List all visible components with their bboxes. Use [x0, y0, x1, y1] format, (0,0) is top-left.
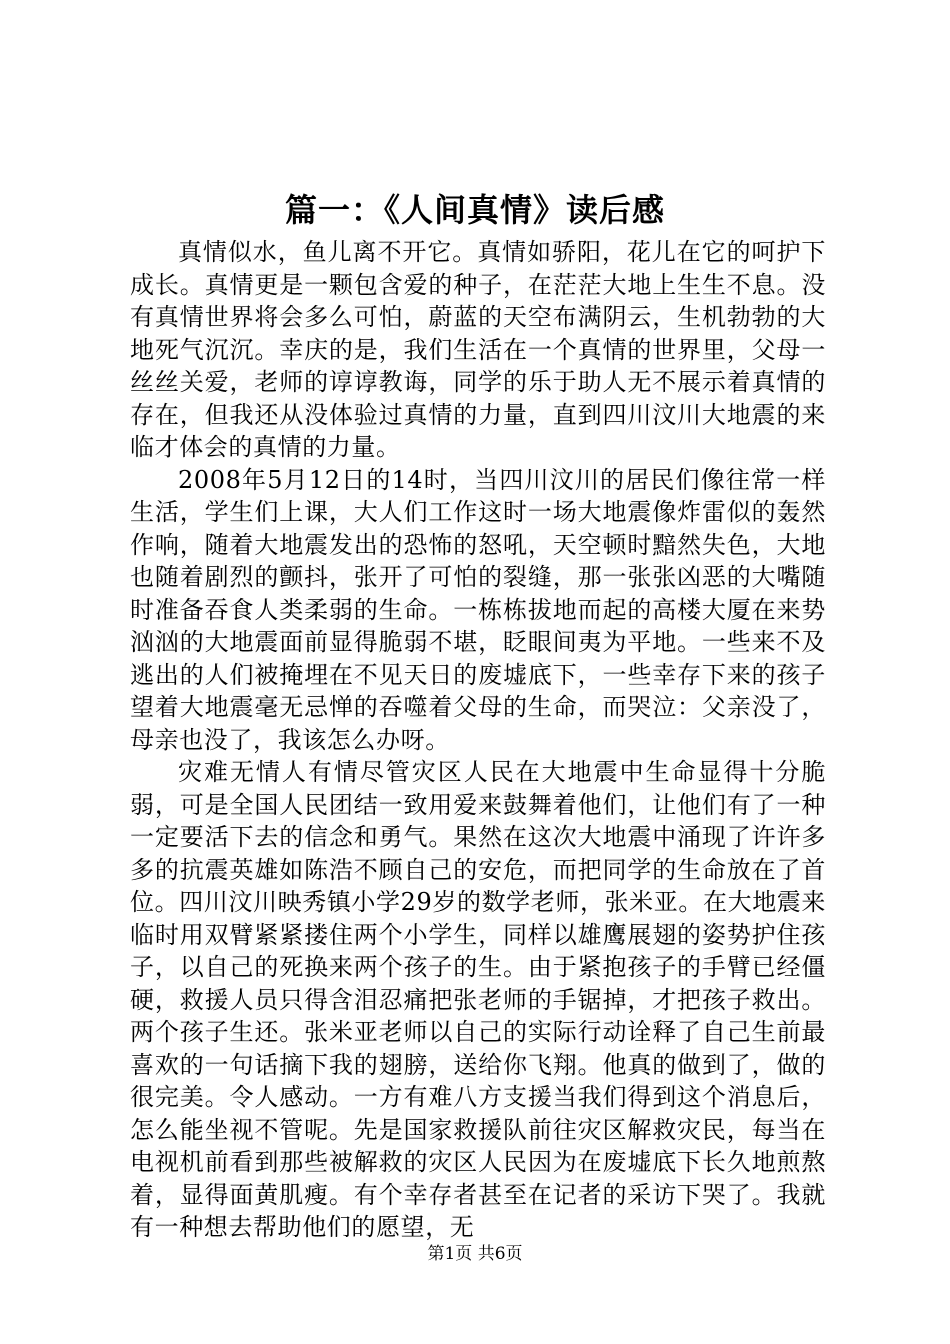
document-title: 篇一：《人间真情》读后感 [284, 191, 665, 229]
paragraph-1: 真情似水，鱼儿离不开它。真情如骄阳，花儿在它的呵护下成长。真情更是一颗包含爱的种子，在茫茫大地上生生不息。没有真情世界将会多么可怕，蔚蓝的天空布满阴云，生机勃勃的大地死气沉沉。幸庆的是，我们生活在一个真情的世界里，父母一丝丝关爱，老师的谆谆教诲，同学的乐于助人无不展示着真情的存在，但我还从没体验过真情的力量，直到四川汶川大地震的来临才体会的真情的力量。 [130, 238, 826, 461]
page-number-footer: 第1页 共6页 [427, 1244, 523, 1264]
paragraph-2: 2008年5月12日的14时，当四川汶川的居民们像往常一样生活，学生们上课，大人们工作这时一场大地震像炸雷似的轰然作响，随着大地震发出的恐怖的怒吼，天空顿时黯然失色，大地也随着剧烈的颤抖，张开了可怕的裂缝，那一张张凶恶的大嘴随时准备吞食人类柔弱的生命。一栋栋拔地而起的高楼大厦在来势汹汹的大地震面前显得脆弱不堪，眨眼间夷为平地。一些来不及逃出的人们被掩埋在不见天日的废墟底下，一些幸存下来的孩子望着大地震毫无忌惮的吞噬着父母的生命，而哭泣：父亲没了，母亲也没了，我该怎么办呀。 [130, 465, 826, 754]
paragraph-3: 灾难无情人有情尽管灾区人民在大地震中生命显得十分脆弱，可是全国人民团结一致用爱来鼓舞着他们，让他们有了一种一定要活下去的信念和勇气。果然在这次大地震中涌现了许许多多的抗震英雄如陈浩不顾自己的安危，而把同学的生命放在了首位。四川汶川映秀镇小学29岁的数学老师，张米亚。在大地震来临时用双臂紧紧搂住两个小学生，同样以雄鹰展翅的姿势护住孩子，以自己的死换来两个孩子的生。由于紧抱孩子的手臂已经僵硬，救援人员只得含泪忍痛把张老师的手锯掉，才把孩子救出。两个孩子生还。张米亚老师以自己的实际行动诠释了自己生前最喜欢的一句话摘下我的翅膀，送给你飞翔。他真的做到了，做的很完美。令人感动。一方有难八方支援当我们得到这个消息后，怎么能坐视不管呢。先是国家救援队前往灾区解救灾民，每当在电视机前看到那些被解救的灾区人民因为在废墟底下长久地煎熬着，显得面黄肌瘦。有个幸存者甚至在记者的采访下哭了。我就有一种想去帮助他们的愿望，无 [130, 758, 826, 1241]
document-body [130, 236, 826, 1244]
